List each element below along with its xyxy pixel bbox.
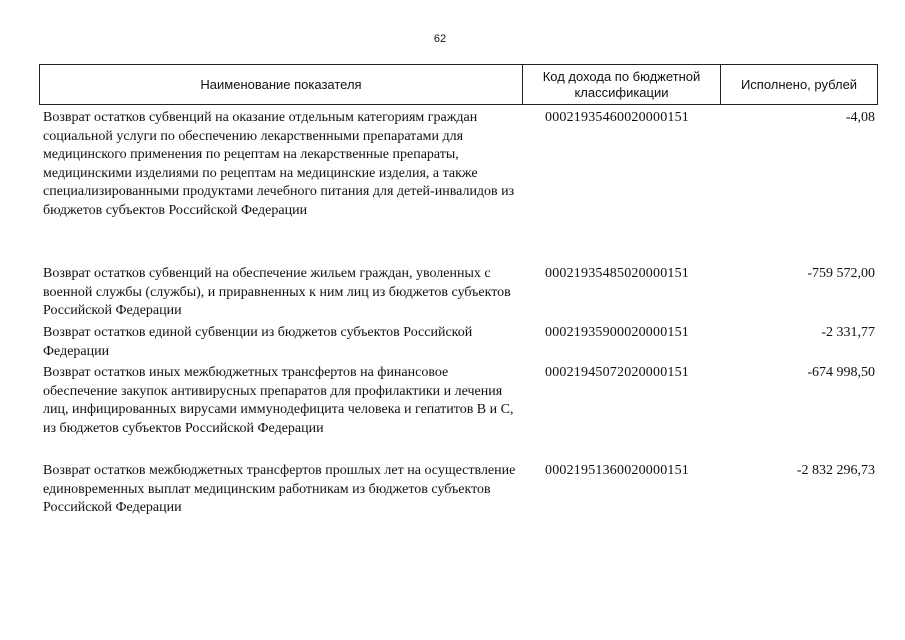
header-name: Наименование показателя: [200, 76, 362, 92]
row-name: Возврат остатков субвенций на оказание отдельным категориям граждан социальной услуги по обеспечению лекарственными препаратами для медицинского применения по рецептам на лекарственные препараты, медицинскими изделиями по рецептам на медицинские изделия, а также специализированными продуктами лечебного питания для детей-инвалидов из бюджетов субъектов Российской Федерации: [43, 110, 515, 218]
header-code: Код дохода по бюджетной классификации: [522, 65, 721, 104]
row-code: 00021935460020000151: [545, 110, 689, 125]
row-amount: -759 572,00: [807, 266, 875, 281]
row-amount: -2 331,77: [821, 325, 875, 340]
row-code: 00021935485020000151: [545, 266, 689, 281]
row-name: Возврат остатков иных межбюджетных трансфертов на финансовое обеспечение закупок антивирусных препаратов для профилактики и лечения лиц, инфицированных вирусами иммунодефицита человека и гепатитов В и С, из бюджетов субъектов Российской Федерации: [43, 365, 514, 436]
row-code: 00021951360020000151: [545, 463, 689, 478]
row-code: 00021945072020000151: [545, 365, 689, 380]
row-amount: -2 832 296,73: [796, 463, 875, 478]
row-amount: -4,08: [845, 110, 875, 125]
row-name: Возврат остатков единой субвенции из бюджетов субъектов Российской Федерации: [43, 325, 473, 359]
row-amount: -674 998,50: [807, 365, 875, 380]
row-name: Возврат остатков субвенций на обеспечение жильем граждан, уволенных с военной службы (службы), и приравненных к ним лиц из бюджетов субъектов Российской Федерации: [43, 266, 511, 318]
page-number: 62: [433, 33, 447, 45]
header-amount: Исполнено, рублей: [740, 76, 858, 92]
row-name: Возврат остатков межбюджетных трансфертов прошлых лет на осуществление единовременных выплат медицинским работникам из бюджетов субъектов Российской Федерации: [43, 463, 516, 515]
row-code: 00021935900020000151: [545, 325, 689, 340]
